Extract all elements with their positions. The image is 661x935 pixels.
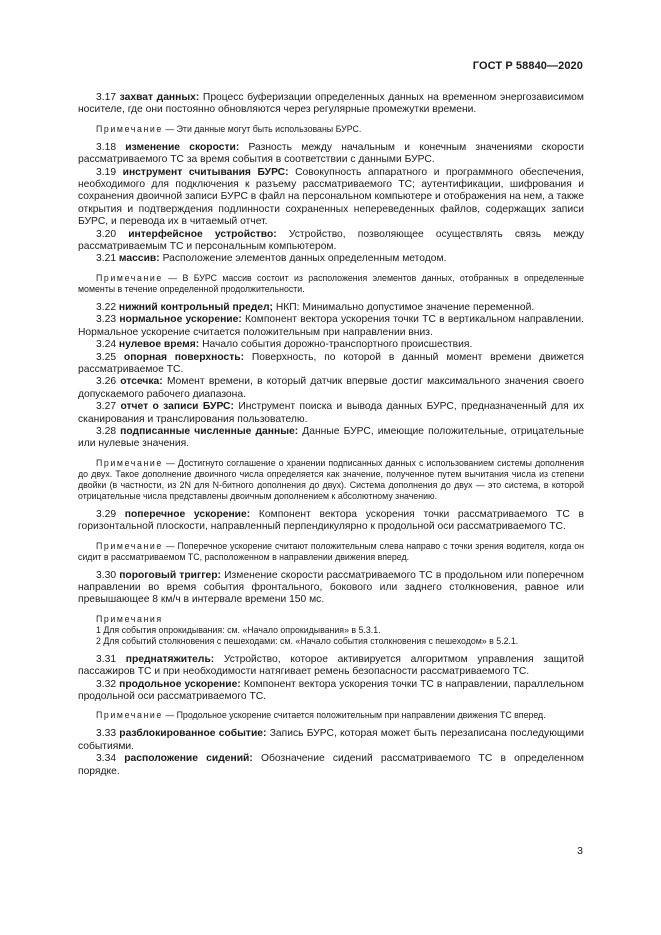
term-definition: Начало события дорожно-транспортного происшествия. xyxy=(202,339,473,351)
term-definition: Изменение скорости рассматриваемого ТС в продольном или поперечном направлении во время события фронтального, бокового или заднего столкновения, равное или превышающее 8 км/ч в интервале времени 150 мс. xyxy=(78,569,584,606)
note-text: В БУРС массив состоит из расположения элементов данных, отобранных в определенные моменты в течение определенной продолжительности. xyxy=(78,272,585,294)
term-definition: Обозначение сидений рассматриваемого ТС в определенном порядке. xyxy=(78,753,584,777)
note-text: Достигнуто соглашение о хранении подписанных данных с использованием системы дополнения до двух. Такое дополнение двоичного числа определяется как значение, полученное путем вычитания числа из степени двойки (в частности, из 2N для N-битного дополнения до двух). Система дополнения до двух — это система, в которой отрицательные числа представлены двоичным дополнением к абсолютному значению. xyxy=(78,457,584,501)
term-entry xyxy=(78,352,584,377)
term-entry xyxy=(78,728,584,753)
term-definition: Запись БУРС, которая может быть перезаписана последующими событиями. xyxy=(78,728,584,752)
note-label: Примечание xyxy=(96,710,163,721)
term-definition: Компонент вектора ускорения точки ТС в вертикальном направлении. Нормальное ускорение считается положительным при направлении вниз. xyxy=(78,314,584,338)
term-number: 3.34 xyxy=(96,753,117,765)
term-definition: Совокупность аппаратного и программного обеспечения, необходимого для подключения к разъему рассматриваемого ТС; аутентификации, шифрования и сохранения двоичной записи БУРС в файл на персональном компьютере и отображения на нем, а также открытия и подтверждения подлинности сохраненных непереведенных файлов, содержащих записи БУРС, и перевода их в читаемый отчет. xyxy=(78,166,584,228)
term-number: 3.29 xyxy=(96,508,117,520)
term-definition: Устройство, позволяющее осуществлять связь между рассматриваемым ТС и персональным компьютером. xyxy=(78,228,584,253)
note xyxy=(78,458,584,502)
note-label: Примечание xyxy=(96,457,163,468)
term-name: пороговый триггер: xyxy=(119,569,221,581)
term-name: продольное ускорение: xyxy=(119,678,241,690)
term-entry xyxy=(78,167,584,229)
term-definition: Инструмент поиска и вывода данных БУРС, предназначенный для их сканирования и транслирования пользователю. xyxy=(78,401,584,425)
term-number: 3.33 xyxy=(96,728,117,740)
term-name: подписанные численные данные: xyxy=(120,425,299,437)
note xyxy=(78,541,584,563)
notes-label: Примечания xyxy=(96,613,163,624)
term-entry xyxy=(78,426,584,451)
note-label: Примечание xyxy=(96,272,163,283)
term-name: интерфейсное устройство: xyxy=(128,228,277,240)
document-id-header: ГОСТ Р 58840—2020 xyxy=(472,60,583,72)
note-separator: — xyxy=(162,540,178,551)
term-name: нормальное ускорение: xyxy=(119,314,242,326)
term-name: изменение скорости: xyxy=(125,141,240,153)
note-label: Примечание xyxy=(96,123,163,134)
note xyxy=(78,710,584,721)
term-entry xyxy=(78,570,584,607)
note-text: Поперечное ускорение считают положительным слева направо с точки зрения водителя, когда он сидит в рассматриваемом ТС, расположенном в направлении движения вперед. xyxy=(78,540,584,562)
term-name: нижний контрольный предел; xyxy=(118,301,273,313)
term-definition: Компонент вектора ускорения точки ТС в направлении, параллельном продольной оси рассматриваемого ТС. xyxy=(78,678,584,702)
note-label: Примечание xyxy=(96,540,163,551)
term-name: инструмент считывания БУРС: xyxy=(122,166,289,178)
notes-item: 1 Для события опрокидывания: см. «Начало опрокидывания» в 5.3.1. xyxy=(96,624,381,635)
term-definition: Разность между начальным и конечным значениями скорости рассматриваемого ТС за время события в соответствии с данными БУРС. xyxy=(78,141,585,166)
term-entry xyxy=(78,339,584,351)
term-number: 3.31 xyxy=(96,653,117,665)
term-number: 3.32 xyxy=(96,678,117,690)
term-number: 3.24 xyxy=(96,339,117,351)
note-separator: — xyxy=(162,123,177,134)
term-name: нулевое время: xyxy=(118,339,200,351)
term-entry xyxy=(78,376,584,401)
note-separator: — xyxy=(162,272,183,283)
term-number: 3.20 xyxy=(96,228,117,240)
term-name: расположение сидений: xyxy=(124,753,253,765)
term-entry xyxy=(78,679,584,704)
note-text: Продольное ускорение считается положительным при направлении движения ТС вперед. xyxy=(176,710,546,721)
term-entry xyxy=(78,401,584,426)
term-entry xyxy=(78,229,584,254)
note-separator: — xyxy=(162,457,178,468)
term-number: 3.21 xyxy=(96,253,117,265)
term-name: массив: xyxy=(118,253,160,265)
term-number: 3.23 xyxy=(96,314,117,326)
term-name: отсечка: xyxy=(120,376,163,388)
term-number: 3.22 xyxy=(96,301,117,313)
term-name: отчет о записи БУРС: xyxy=(120,401,234,413)
term-number: 3.19 xyxy=(96,166,117,178)
term-entry xyxy=(78,253,584,265)
note xyxy=(78,273,584,295)
term-entry xyxy=(78,753,584,778)
note-text: Эти данные могут быть использованы БУРС. xyxy=(176,123,362,134)
term-number: 3.27 xyxy=(96,401,117,413)
term-number: 3.25 xyxy=(96,351,117,363)
term-name: разблокированное событие: xyxy=(119,728,267,740)
term-name: поперечное ускорение: xyxy=(124,508,251,520)
term-definition: Поверхность, по которой в данный момент времени движется рассматриваемое ТС. xyxy=(78,351,584,375)
term-entry xyxy=(78,142,584,167)
term-definition: Расположение элементов данных определенным методом. xyxy=(162,253,447,265)
term-definition: Момент времени, в который датчик впервые достиг максимального значения своего допускаемого рабочего диапазона. xyxy=(78,376,584,400)
term-definition: Данные БУРС, имеющие положительные, отрицательные или нулевые значения. xyxy=(78,425,584,450)
term-definition: Компонент вектора ускорения точки рассматриваемого ТС в горизонтальной плоскости, направленный перпендикулярно к продольной оси рассматриваемого ТС. xyxy=(78,508,584,533)
term-number: 3.30 xyxy=(96,569,117,581)
term-name: опорная поверхность: xyxy=(123,351,245,363)
term-entry xyxy=(78,314,584,339)
term-name: преднатяжитель: xyxy=(125,653,215,665)
term-number: 3.26 xyxy=(96,376,117,388)
note-separator: — xyxy=(162,710,177,721)
term-definition: Процесс буферизации определенных данных на временном энергозависимом носителе, где они постоянно обновляются через регулярные промежутки времени. xyxy=(78,92,584,116)
term-number: 3.17 xyxy=(96,92,117,103)
note xyxy=(78,124,584,135)
term-definition: Устройство, которое активируется алгоритмом управления защитой пассажиров ТС и при необходимости натягивает ремень безопасности рассматриваемого ТС. xyxy=(78,653,584,678)
term-number: 3.28 xyxy=(96,425,117,437)
term-name: захват данных: xyxy=(119,92,200,103)
term-entry xyxy=(78,509,584,534)
term-number: 3.18 xyxy=(96,141,117,153)
document-body xyxy=(78,92,584,778)
notes-item: 2 Для событий столкновения с пешеходами: см. «Начало события столкновения с пешеходом» в 5.2.1. xyxy=(96,635,519,646)
page-number: 3 xyxy=(577,845,583,857)
term-definition: НКП: Минимально допустимое значение переменной. xyxy=(275,301,535,313)
term-entry xyxy=(78,302,584,314)
notes-list xyxy=(78,614,584,647)
term-entry xyxy=(78,92,584,117)
term-entry xyxy=(78,654,584,679)
